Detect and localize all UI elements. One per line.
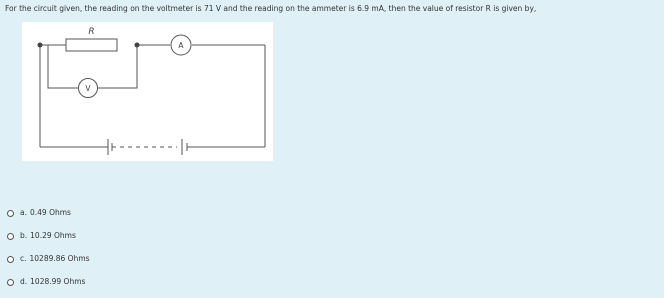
- option-text: 10.29 Ohms: [30, 231, 76, 240]
- option-d[interactable]: [7, 277, 85, 287]
- option-letter: d.: [20, 277, 28, 286]
- voltmeter-label: V: [85, 84, 91, 93]
- resistor-body: [66, 39, 117, 51]
- radio-button[interactable]: [7, 256, 14, 263]
- radio-button[interactable]: [7, 279, 14, 286]
- option-c[interactable]: [7, 254, 90, 264]
- radio-button[interactable]: [7, 233, 14, 240]
- option-letter: b.: [20, 231, 28, 240]
- question-text: For the circuit given, the reading on the voltmeter is 71 V and the reading on the ammeter is 6.9 mA, then the value of resistor R is given by,: [5, 4, 537, 13]
- option-text: 10289.86 Ohms: [29, 254, 90, 263]
- circuit-svg: [22, 22, 273, 161]
- option-b[interactable]: [7, 231, 76, 241]
- radio-button[interactable]: [7, 210, 14, 217]
- ammeter-label: A: [178, 41, 184, 50]
- junction-dot-left: [38, 43, 43, 48]
- junction-dot-right: [135, 43, 140, 48]
- option-text: 1028.99 Ohms: [30, 277, 86, 286]
- option-letter: a.: [20, 208, 27, 217]
- circuit-diagram: [22, 22, 273, 161]
- option-text: 0.49 Ohms: [29, 208, 71, 217]
- option-a[interactable]: [7, 208, 71, 218]
- resistor-label: R: [88, 27, 95, 37]
- option-letter: c.: [20, 254, 27, 263]
